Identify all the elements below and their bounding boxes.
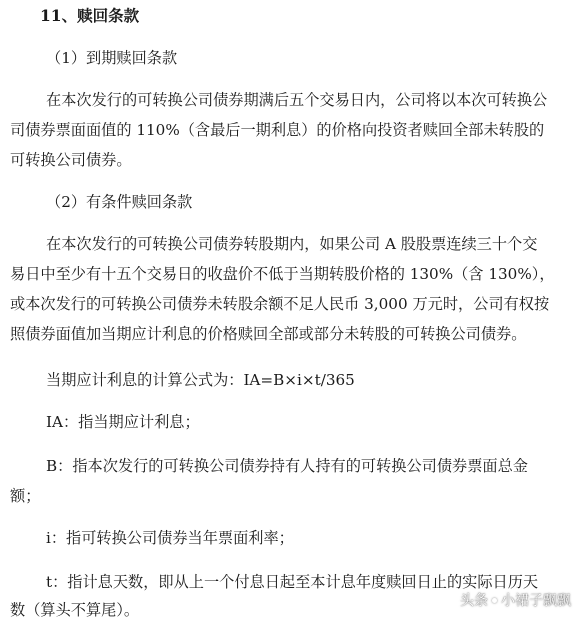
paragraph-line: 可转换公司债券。 (10, 151, 132, 169)
definition-t-continued: 数（算头不算尾）。 (10, 601, 140, 619)
section-heading: 11、赎回条款 (40, 6, 140, 25)
paragraph-line: 或本次发行的可转换公司债券未转股余额不足人民币 3,000 万元时，公司有权按 (10, 295, 550, 313)
paragraph-line: 易日中至少有十五个交易日的收盘价不低于当期转股价格的 130%（含 130%）， (10, 265, 555, 283)
watermark-source: 头条 (460, 593, 488, 609)
definition-b-continued: 额； (10, 487, 41, 505)
watermark (460, 590, 571, 610)
paragraph-line: 司债券票面面值的 110%（含最后一期利息）的价格向投资者赎回全部未转股的 (10, 121, 545, 139)
paragraph-line: 在本次发行的可转换公司债券转股期内，如果公司 A 股股票连续三十个交 (46, 235, 538, 253)
definition-t: t：指计息天数，即从上一个付息日起至本计息年度赎回日止的实际日历天 (46, 573, 539, 591)
paragraph-line: 照债券面值加当期应计利息的价格赎回全部或部分未转股的可转换公司债券。 (10, 325, 527, 343)
watermark-author: 小裙子飘飘 (501, 593, 571, 609)
watermark-separator-icon (492, 598, 497, 603)
interest-formula: 当期应计利息的计算公式为：IA=B×i×t/365 (46, 371, 355, 389)
paragraph-line: 在本次发行的可转换公司债券期满后五个交易日内，公司将以本次可转换公 (46, 91, 548, 109)
definition-b: B：指本次发行的可转换公司债券持有人持有的可转换公司债券票面总金 (46, 457, 528, 475)
definition-i: i：指可转换公司债券当年票面利率； (46, 529, 294, 547)
subsection-title-conditional-redemption: （2）有条件赎回条款 (46, 193, 193, 211)
definition-ia: IA：指当期应计利息； (46, 413, 200, 431)
subsection-title-maturity-redemption: （1）到期赎回条款 (46, 49, 178, 67)
